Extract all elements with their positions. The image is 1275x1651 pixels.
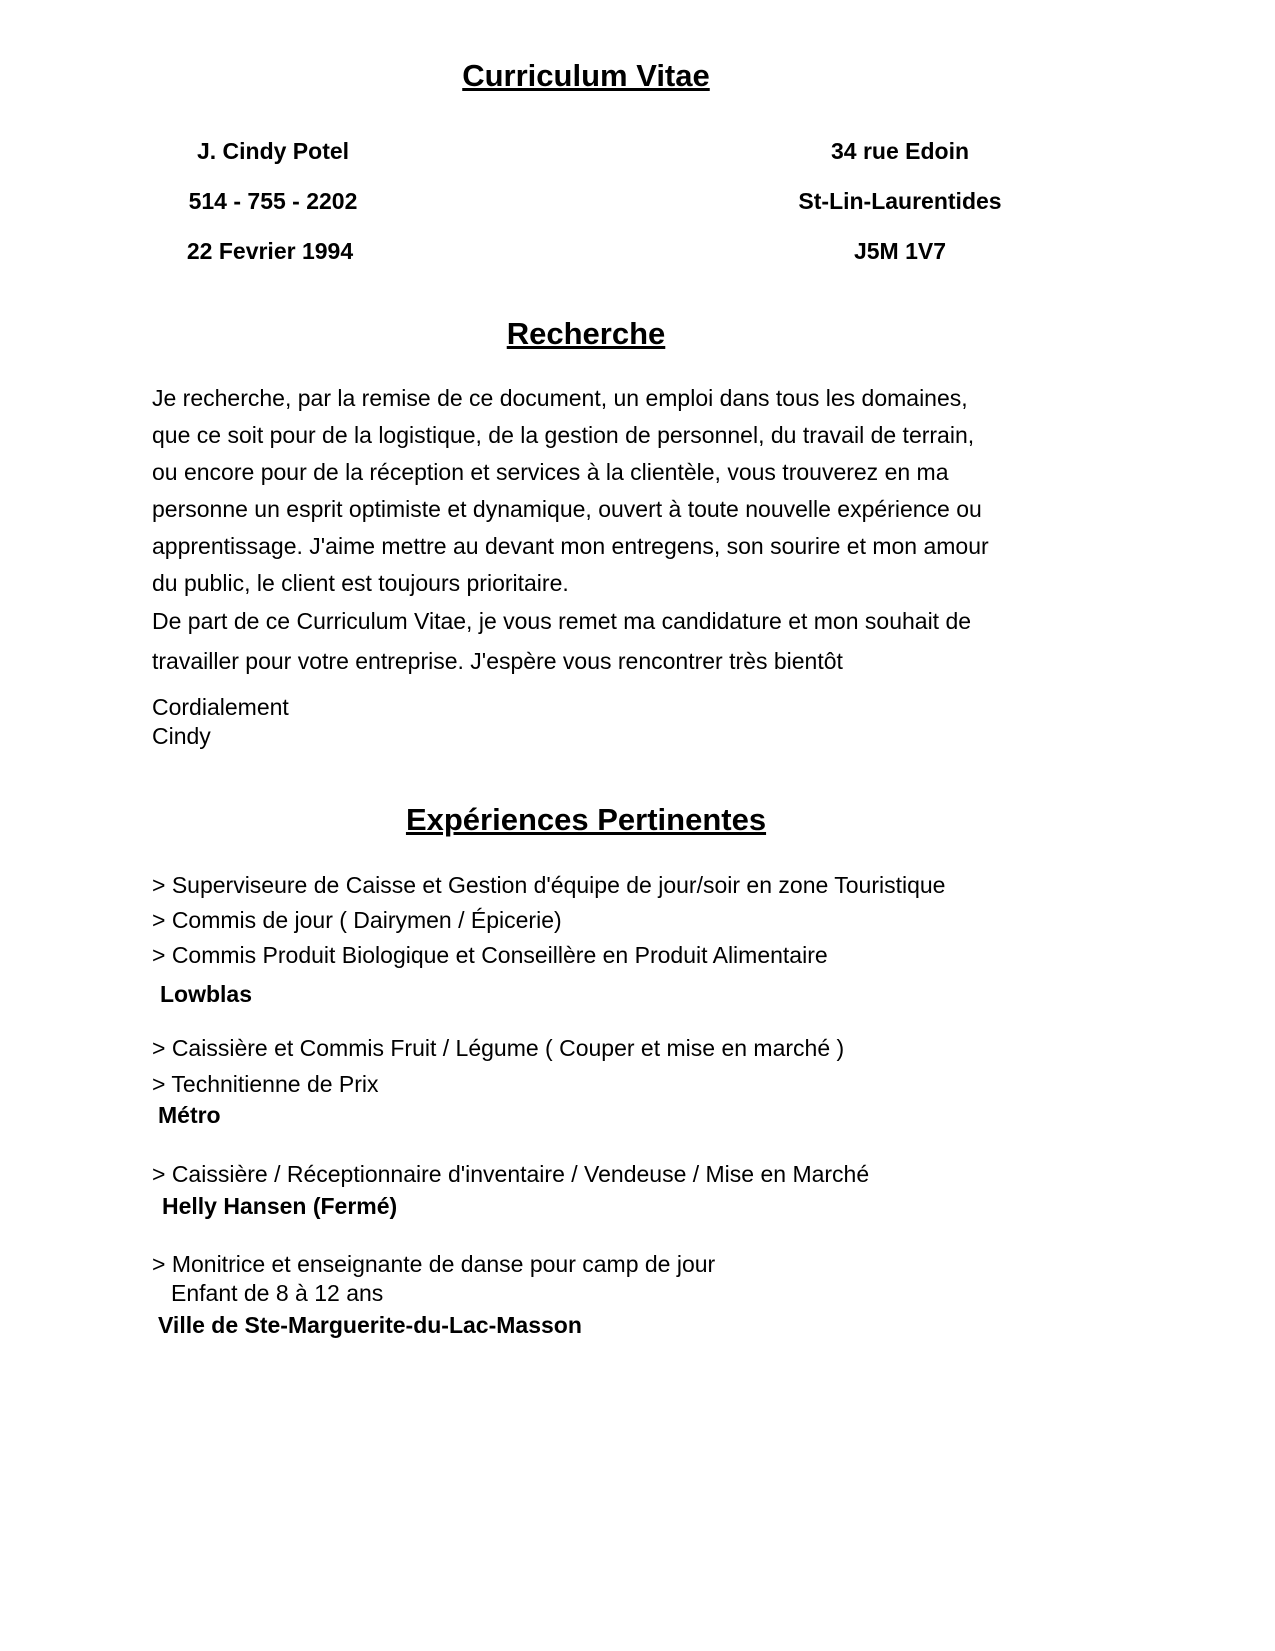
experience-item: > Monitrice et enseignante de danse pour camp de jour bbox=[152, 1251, 716, 1277]
contact-postal-code: J5M 1V7 bbox=[853, 238, 947, 264]
employer-name: Lowblas bbox=[160, 981, 253, 1007]
document-title: Curriculum Vitae bbox=[462, 58, 710, 93]
recherche-paragraph-1 bbox=[152, 380, 989, 602]
employer-name: Métro bbox=[158, 1102, 221, 1128]
closing-text: Cordialement bbox=[152, 694, 289, 720]
experience-item: > Superviseure de Caisse et Gestion d'équipe de jour/soir en zone Touristique bbox=[152, 872, 946, 898]
paragraph-line: que ce soit pour de la logistique, de la gestion de personnel, du travail de terrain, bbox=[152, 422, 975, 448]
paragraph-line: De part de ce Curriculum Vitae, je vous remet ma candidature et mon souhait de bbox=[152, 608, 972, 634]
experience-item: > Commis Produit Biologique et Conseillère en Produit Alimentaire bbox=[152, 942, 828, 968]
experience-item: > Caissière et Commis Fruit / Légume ( Couper et mise en marché ) bbox=[152, 1035, 845, 1061]
paragraph-line: apprentissage. J'aime mettre au devant mon entregens, son sourire et mon amour bbox=[152, 533, 989, 559]
experience-item: > Technitienne de Prix bbox=[152, 1071, 379, 1097]
experience-item: > Commis de jour ( Dairymen / Épicerie) bbox=[152, 907, 562, 933]
contact-city: St-Lin-Laurentides bbox=[798, 188, 1002, 214]
contact-street: 34 rue Edoin bbox=[830, 138, 970, 164]
paragraph-line: Je recherche, par la remise de ce document, un emploi dans tous les domaines, bbox=[152, 385, 968, 411]
signature-text: Cindy bbox=[152, 723, 211, 749]
contact-birthdate: 22 Fevrier 1994 bbox=[186, 238, 354, 264]
employer-name: Ville de Ste-Marguerite-du-Lac-Masson bbox=[158, 1312, 582, 1338]
paragraph-line: ou encore pour de la réception et services à la clientèle, vous trouverez en ma bbox=[152, 459, 949, 485]
contact-phone: 514 - 755 - 2202 bbox=[188, 188, 358, 214]
paragraph-line: travailler pour votre entreprise. J'espère vous rencontrer très bientôt bbox=[152, 648, 843, 674]
employer-name: Helly Hansen (Fermé) bbox=[162, 1193, 398, 1219]
paragraph-line: personne un esprit optimiste et dynamique, ouvert à toute nouvelle expérience ou bbox=[152, 496, 982, 522]
experience-item: Enfant de 8 à 12 ans bbox=[171, 1280, 384, 1306]
paragraph-line: du public, le client est toujours prioritaire. bbox=[152, 570, 569, 596]
contact-name: J. Cindy Potel bbox=[196, 138, 350, 164]
experiences-heading: Expériences Pertinentes bbox=[405, 802, 767, 837]
experience-item: > Caissière / Réceptionnaire d'inventaire / Vendeuse / Mise en Marché bbox=[152, 1161, 870, 1187]
recherche-heading: Recherche bbox=[506, 316, 666, 351]
